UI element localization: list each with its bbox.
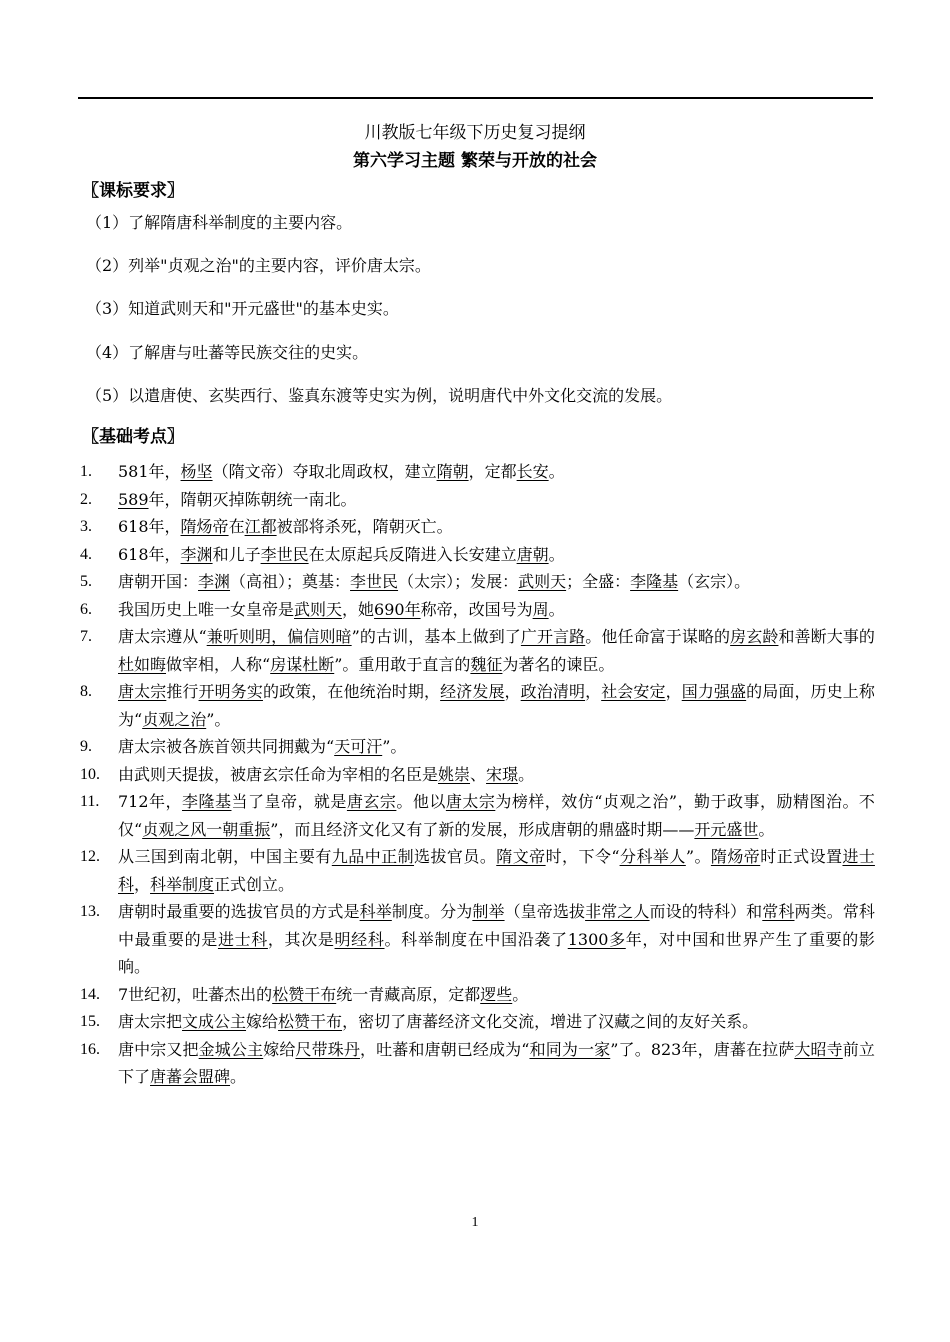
key-term: 政治清明 xyxy=(520,682,586,701)
item-text: （皇帝选拔 xyxy=(504,902,586,921)
item-text: 在太原起兵反隋进入长安建立 xyxy=(308,544,517,564)
key-term: 李渊 xyxy=(198,572,231,591)
basic-point-item xyxy=(80,678,875,733)
item-text: 。 xyxy=(548,462,565,481)
item-text: 时，下令“ xyxy=(545,847,620,866)
item-text: 在 xyxy=(228,517,245,536)
item-number: 13. xyxy=(80,903,100,920)
key-term: 社会安定 xyxy=(601,682,666,701)
basics-heading: 〖基础考点〗 xyxy=(82,427,184,447)
key-term: 隋文帝 xyxy=(496,847,546,866)
key-term: 天可汗 xyxy=(334,737,383,756)
item-number: 3. xyxy=(80,518,92,535)
key-term: 分科举人 xyxy=(619,847,686,866)
item-text: 唐朝开国： xyxy=(118,572,199,591)
item-text: 从三国到南北朝，中国主要有 xyxy=(118,847,332,866)
key-term: 大昭寺 xyxy=(794,1039,843,1059)
item-text: 唐太宗把 xyxy=(118,1012,183,1031)
key-term: 武则天 xyxy=(518,572,567,591)
item-text: ， xyxy=(665,682,682,701)
key-term: 科举制度 xyxy=(150,874,215,894)
item-text: 前立下了 xyxy=(118,1039,875,1086)
item-text: ”的古训，基本上做到了 xyxy=(351,627,521,646)
item-text: 两类。常科中最重要的是 xyxy=(118,902,875,949)
key-term: 唐蕃会盟碑 xyxy=(150,1067,231,1086)
item-number: 6. xyxy=(80,600,92,618)
item-text: 嫁给 xyxy=(246,1012,279,1031)
item-number: 12. xyxy=(80,848,100,865)
key-term: 姚崇 xyxy=(438,764,471,784)
item-text: （玄宗）。 xyxy=(678,572,751,591)
key-term: 隋炀帝 xyxy=(710,847,761,866)
basic-point-item xyxy=(80,843,875,898)
item-text: （隋文帝）夺取北周政权，建立 xyxy=(212,462,437,481)
item-text: 581年， xyxy=(118,462,181,481)
key-term: 金城公主 xyxy=(198,1039,264,1059)
requirements-heading: 〖课标要求〗 xyxy=(82,181,184,201)
item-number: 8. xyxy=(80,683,92,700)
key-term: 武则天 xyxy=(294,599,343,619)
key-term: 兼听则明，偏信则暗 xyxy=(206,627,352,646)
key-term: 唐朝 xyxy=(516,544,549,564)
key-term: 九品中正制 xyxy=(331,847,415,866)
key-term: 隋炀帝 xyxy=(180,517,229,536)
item-text: ， xyxy=(504,682,521,701)
item-number: 16. xyxy=(80,1040,100,1058)
basic-point-item xyxy=(80,1008,875,1036)
key-term: 长安 xyxy=(516,462,549,481)
key-term: 李隆基 xyxy=(182,792,232,811)
item-text: 618年， xyxy=(118,517,181,536)
key-term: 尺带珠丹 xyxy=(295,1039,360,1059)
key-term: 文成公主 xyxy=(182,1012,247,1031)
basic-point-item xyxy=(80,486,875,514)
item-text: 。 xyxy=(758,819,775,839)
key-term: 国力强盛 xyxy=(681,682,747,701)
document-subtitle: 第六学习主题 繁荣与开放的社会 xyxy=(353,151,597,171)
requirement-item: （5）以遣唐使、玄奘西行、鉴真东渡等史实为例，说明唐代中外文化交流的发展。 xyxy=(86,386,673,405)
key-term: 杨坚 xyxy=(180,462,213,481)
basic-point-item xyxy=(80,981,875,1009)
item-text: （太宗）；发展： xyxy=(398,572,519,591)
basic-point-item xyxy=(80,733,875,761)
item-text: 我国历史上唯一女皇帝是 xyxy=(118,599,295,619)
item-text: 。他任命富于谋略的 xyxy=(585,627,731,646)
page-number: 1 xyxy=(471,1215,479,1230)
key-term: 杜如晦 xyxy=(118,654,167,674)
item-text: ，她 xyxy=(342,599,375,619)
basic-point-item xyxy=(80,513,875,541)
item-text: 做宰相，人称“ xyxy=(166,654,271,674)
item-text: 唐中宗又把 xyxy=(118,1039,199,1059)
item-text: 称帝，改国号为 xyxy=(420,599,533,619)
item-number: 7. xyxy=(80,628,92,645)
key-term: 和同为一家 xyxy=(529,1039,611,1059)
item-text: 和儿子 xyxy=(212,544,261,564)
item-text: 、 xyxy=(470,764,487,784)
item-text: 。 xyxy=(512,984,529,1004)
item-text: 7世纪初，吐蕃杰出的 xyxy=(118,984,273,1004)
item-text: 的政策，在他统治时期， xyxy=(262,682,441,701)
basic-point-item xyxy=(80,596,875,624)
key-term: 开明务实 xyxy=(198,682,263,701)
item-text: ，其次是 xyxy=(267,929,335,949)
requirement-item: （1）了解隋唐科举制度的主要内容。 xyxy=(86,213,353,232)
item-text: 。 xyxy=(548,599,565,619)
basic-point-item xyxy=(80,458,875,486)
item-number: 11. xyxy=(80,793,100,810)
item-text: 由武则天提拔，被唐玄宗任命为宰相的名臣是 xyxy=(118,764,439,784)
item-text: （高祖）；奠基： xyxy=(230,572,351,591)
key-term: 常科 xyxy=(762,902,795,921)
key-term: 进士科 xyxy=(118,847,875,894)
requirement-item: （2）列举"贞观之治"的主要内容，评价唐太宗。 xyxy=(86,256,431,275)
key-term: 589 xyxy=(118,489,149,509)
key-term: 李隆基 xyxy=(630,572,679,591)
item-text: 被部将杀死，隋朝灭亡。 xyxy=(276,517,453,536)
item-text: ， xyxy=(585,682,602,701)
header-rule xyxy=(78,97,873,99)
key-term: 贞观之治 xyxy=(142,709,207,729)
key-term: 李世民 xyxy=(260,544,309,564)
item-text: ， xyxy=(134,874,151,894)
item-text: ”了。823年，唐蕃在拉萨 xyxy=(610,1039,795,1059)
item-text: 。他以 xyxy=(396,792,446,811)
basic-point-item xyxy=(80,1036,875,1091)
key-term: 唐玄宗 xyxy=(346,792,397,811)
basic-point-item xyxy=(80,761,875,789)
key-term: 隋朝 xyxy=(436,462,469,481)
item-text: 。 xyxy=(548,544,565,564)
item-number: 9. xyxy=(80,738,92,755)
item-text: 。 xyxy=(230,1067,247,1086)
basic-point-item xyxy=(80,568,875,596)
key-term: 魏征 xyxy=(470,654,503,674)
key-term: 经济发展 xyxy=(440,682,505,701)
item-text: 而设的特科）和 xyxy=(649,902,763,921)
item-text: 选拔官员。 xyxy=(414,847,497,866)
item-text: ；全盛： xyxy=(566,572,631,591)
item-text: 712年， xyxy=(118,792,183,811)
key-term: 房谋杜断 xyxy=(270,654,335,674)
item-text: 唐太宗遵从“ xyxy=(118,627,207,646)
item-text: 618年， xyxy=(118,544,181,564)
item-text: 正式创立。 xyxy=(214,874,295,894)
item-text: 年，隋朝灭掉陈朝统一南北。 xyxy=(148,489,357,509)
key-term: 房玄龄 xyxy=(730,627,779,646)
item-number: 1. xyxy=(80,463,92,480)
key-term: 1300多 xyxy=(567,929,626,949)
key-term: 松赞干布 xyxy=(278,1012,343,1031)
key-term: 开元盛世 xyxy=(694,819,759,839)
item-text: ，吐蕃和唐朝已经成为“ xyxy=(359,1039,530,1059)
key-term: 广开言路 xyxy=(520,627,586,646)
item-number: 5. xyxy=(80,573,92,590)
item-text: 推行 xyxy=(166,682,199,701)
key-term: 贞观之风一朝重振 xyxy=(142,819,271,839)
item-text: 嫁给 xyxy=(263,1039,296,1059)
item-text: ，密切了唐蕃经济文化交流，增进了汉藏之间的友好关系。 xyxy=(342,1012,759,1031)
requirement-item: （4）了解唐与吐蕃等民族交往的史实。 xyxy=(86,343,369,362)
key-term: 逻些 xyxy=(480,984,513,1004)
key-term: 李世民 xyxy=(350,572,399,591)
item-number: 15. xyxy=(80,1013,100,1030)
basic-point-item xyxy=(80,788,875,843)
item-text: 年，对中国和世界产生了重要的影响。 xyxy=(118,929,875,976)
item-text: 为榜样，效仿“贞观之治”，勤于政事，励精图治。不仅“ xyxy=(118,792,875,839)
item-number: 14. xyxy=(80,985,100,1003)
key-term: 690年 xyxy=(374,599,421,619)
basic-point-item xyxy=(80,898,875,981)
key-term: 江都 xyxy=(244,517,277,536)
key-term: 制举 xyxy=(472,902,505,921)
item-text: 统一青藏高原，定都 xyxy=(336,984,481,1004)
item-text: ，定都 xyxy=(468,462,517,481)
item-number: 2. xyxy=(80,490,92,508)
item-text: ”。 xyxy=(206,709,231,729)
basic-points-list xyxy=(80,458,875,1091)
key-term: 唐太宗 xyxy=(445,792,496,811)
item-text: ”，而且经济文化又有了新的发展，形成唐朝的鼎盛时期—— xyxy=(270,819,695,839)
key-term: 唐太宗 xyxy=(118,682,167,701)
basic-point-item xyxy=(80,541,875,569)
key-term: 明经科 xyxy=(334,929,385,949)
key-term: 进士科 xyxy=(217,929,268,949)
item-text: 的局面，历史上称为“ xyxy=(118,682,875,729)
item-text: 和善断大事的 xyxy=(778,627,875,646)
item-number: 4. xyxy=(80,545,92,563)
requirement-item: （3）知道武则天和"开元盛世"的基本史实。 xyxy=(86,299,399,318)
key-term: 宋璟 xyxy=(486,764,519,784)
item-text: 当了皇帝，就是 xyxy=(231,792,347,811)
key-term: 周 xyxy=(532,599,549,619)
item-text: 。 xyxy=(518,764,535,784)
item-text: ”。重用敢于直言的 xyxy=(334,654,471,674)
item-text: 制度。分为 xyxy=(391,902,473,921)
item-number: 10. xyxy=(80,765,100,783)
item-text: ”。 xyxy=(685,847,711,866)
key-term: 科举 xyxy=(359,902,392,921)
item-text: 时正式设置 xyxy=(760,847,843,866)
key-term: 松赞干布 xyxy=(272,984,337,1004)
item-text: 唐太宗被各族首领共同拥戴为“ xyxy=(118,737,335,756)
item-text: ”。 xyxy=(382,737,407,756)
item-text: 唐朝时最重要的选拔官员的方式是 xyxy=(118,902,360,921)
item-text: 为著名的谏臣。 xyxy=(502,654,615,674)
document-title: 川教版七年级下历史复习提纲 xyxy=(364,123,586,143)
item-text: 。科举制度在中国沿袭了 xyxy=(384,929,568,949)
key-term: 李渊 xyxy=(180,544,213,564)
key-term: 非常之人 xyxy=(585,902,650,921)
basic-point-item xyxy=(80,623,875,678)
